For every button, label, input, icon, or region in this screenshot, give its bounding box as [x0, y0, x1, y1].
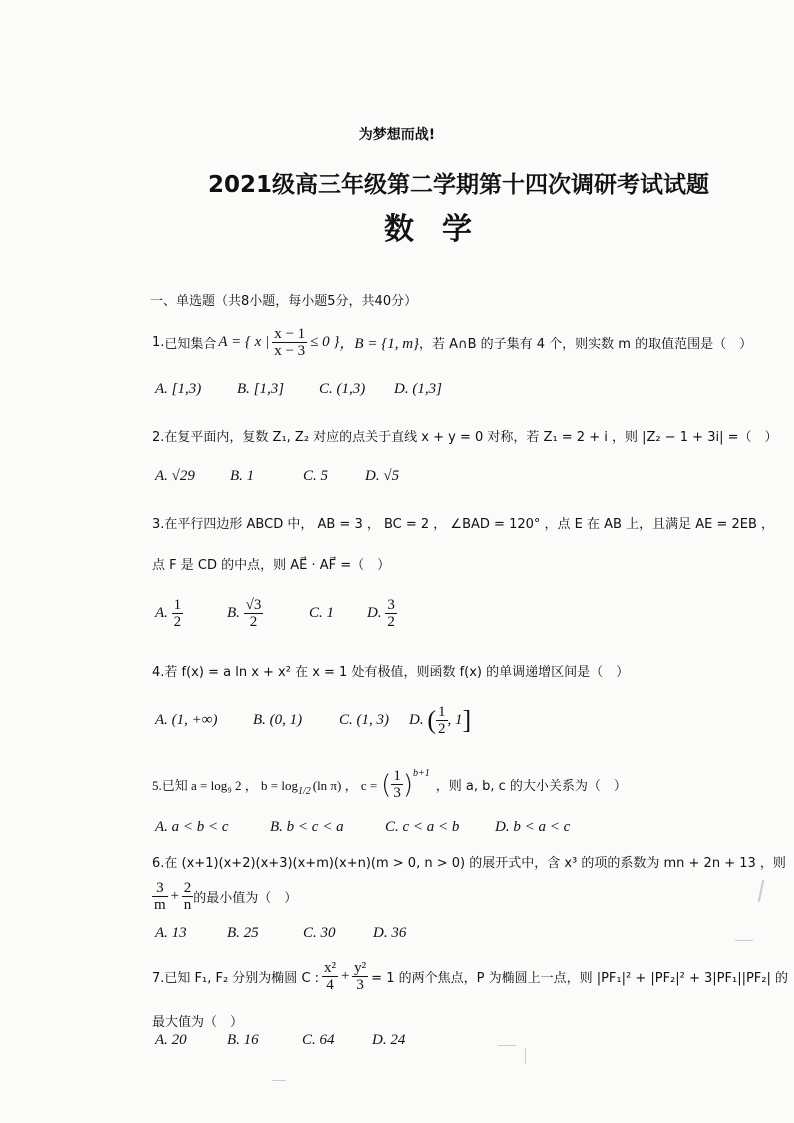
q1-option-a: A. [1,3) [155, 381, 202, 397]
q7-option-d: D. 24 [372, 1032, 406, 1048]
q6-f2-num: 2 [183, 880, 192, 896]
q6-f1-num: 3 [152, 880, 168, 897]
q7-text-post: = 1 的两个焦点，P 为椭圆上一点，则 |PF₁|² + |PF₂|² + 3|PF₁||PF₂| 的 [371, 971, 788, 986]
question-7 [152, 960, 788, 993]
q6-option-b: B. 25 [227, 925, 259, 941]
section-header: 一、单选题（共8小题，每小题5分，共40分） [150, 294, 418, 309]
q6-option-d: D. 36 [373, 925, 407, 941]
q1-frac-den: x − 3 [274, 343, 306, 359]
q6-f2-den: n [183, 897, 192, 913]
q4-d-close-bracket: ] [462, 705, 472, 735]
q6-option-a: A. 13 [155, 925, 187, 941]
q3-d-frac [385, 597, 397, 630]
q2-option-c: C. 5 [303, 468, 329, 484]
question-1 [152, 326, 752, 359]
q7-frac-2 [352, 960, 368, 993]
q4-d-den: 2 [438, 721, 446, 737]
q3-b-num: √3 [245, 597, 262, 613]
q5-text-post: ，则 a, b, c 的大小关系为（ ） [435, 779, 627, 794]
q5-close-paren: ) [402, 769, 413, 800]
q4-d-open-paren: ( [427, 705, 437, 735]
question-7-line-2: 最大值为（ ） [152, 1015, 244, 1030]
q5-log-base: 1/2 [297, 786, 311, 797]
q1-set-b: ，B = {1, m} [339, 336, 420, 352]
q1-set-a-pre: A = { x | [218, 334, 270, 350]
q3-option-d [367, 597, 397, 630]
q1-option-c: C. (1,3) [319, 381, 366, 397]
q1-options [155, 381, 442, 398]
q4-d-label: D. [409, 711, 424, 728]
q5-text-mid: (ln π) ， c = [312, 778, 378, 793]
q3-option-a [155, 597, 227, 630]
q1-number: 1. [152, 335, 165, 350]
question-5 [152, 768, 627, 801]
q1-fraction [272, 326, 307, 359]
q7-option-a: A. 20 [155, 1032, 187, 1048]
q5-option-b: B. b < c < a [270, 819, 344, 835]
q4-d-frac [436, 704, 448, 737]
q1-frac-num: x − 1 [274, 326, 306, 342]
q7-frac-1 [322, 960, 338, 993]
q7-option-b: B. 16 [227, 1032, 259, 1048]
q3-options [155, 597, 397, 630]
q7-f1-den: 4 [326, 977, 334, 993]
q5-exponent: b+1 [412, 768, 430, 779]
q5-frac [391, 768, 403, 801]
motto: 为梦想而战! [358, 127, 436, 143]
q5-options [155, 819, 570, 836]
q4-option-d [409, 704, 471, 737]
q3-option-b [227, 597, 309, 630]
question-3-line-1: 3.在平行四边形 ABCD 中， AB = 3 ， BC = 2 ， ∠BAD = 120° ，点 E 在 AB 上，且满足 AE = 2EB ， [152, 517, 775, 532]
scan-mark [735, 940, 753, 941]
scan-mark [758, 880, 765, 902]
q7-plus: + [340, 968, 351, 984]
q7-options [155, 1032, 405, 1049]
q5-frac-num: 1 [393, 768, 401, 784]
q6-options [155, 925, 406, 942]
q4-option-a: A. (1, +∞) [155, 712, 218, 728]
q3-a-frac [172, 597, 184, 630]
q7-option-c: C. 64 [302, 1032, 335, 1048]
q7-f1-num: x² [324, 960, 337, 976]
q5-frac-den: 3 [393, 785, 401, 801]
q3-a-label: A. [155, 604, 168, 621]
q3-a-den: 2 [173, 614, 182, 630]
q3-d-den: 2 [387, 614, 395, 630]
scan-mark [525, 1048, 526, 1064]
scan-mark [272, 1080, 286, 1081]
question-2: 2.在复平面内，复数 Z₁, Z₂ 对应的点关于直线 x + y = 0 对称，若 Z₁ = 2 + i ，则 |Z₂ − 1 + 3i| =（ ） [152, 430, 778, 445]
question-6-line-1: 6.在 (x+1)(x+2)(x+3)(x+m)(x+n)(m > 0, n > 0) 的展开式中，含 x³ 的项的系数为 mn + 2n + 13 ，则 [152, 856, 786, 871]
q6-option-c: C. 30 [303, 925, 336, 941]
q7-text-pre: 7.已知 F₁, F₂ 分别为椭圆 C : [152, 971, 320, 986]
q7-f2-num: y² [354, 960, 367, 976]
scan-mark [498, 1045, 516, 1046]
question-3-line-2: 点 F 是 CD 的中点，则 AE⃗ · AF⃗ =（ ） [152, 558, 391, 573]
q1-set-a-post: ≤ 0 } [310, 334, 340, 350]
q6-plus: + [169, 888, 180, 904]
q1-option-d: D. (1,3] [394, 381, 442, 397]
q5-open-paren: ( [381, 769, 392, 800]
q3-d-label: D. [367, 604, 382, 621]
q2-option-d: D. √5 [365, 468, 400, 484]
q3-a-num: 1 [173, 597, 182, 613]
q1-text-b: ，若 A∩B 的子集有 4 个，则实数 m 的取值范围是（ ） [419, 337, 753, 352]
q6-f1-den: m [154, 897, 166, 913]
q4-d-tail: , 1 [447, 711, 463, 728]
q3-option-c: C. 1 [309, 605, 335, 621]
q5-text-pre: 5.已知 a = log₉ 2 ， b = log [152, 778, 298, 793]
subject-title: 数学 [384, 212, 500, 247]
q1-text-a: 已知集合 [164, 337, 217, 352]
q4-d-num: 1 [438, 704, 446, 720]
q5-option-d: D. b < a < c [495, 819, 571, 835]
q7-f2-den: 3 [356, 977, 364, 993]
q5-option-c: C. c < a < b [385, 819, 460, 835]
q4-option-c: C. (1, 3) [339, 712, 389, 728]
q3-b-label: B. [227, 604, 240, 621]
q2-options [155, 468, 399, 485]
q2-option-b: B. 1 [230, 468, 255, 484]
q1-option-b: B. [1,3] [237, 381, 285, 397]
q6-frac-2 [182, 880, 194, 913]
question-6-line-2 [152, 880, 297, 913]
q6-frac-1 [152, 880, 168, 913]
q2-option-a: A. √29 [155, 468, 195, 484]
q3-b-frac [244, 597, 264, 630]
q4-option-b: B. (0, 1) [253, 712, 303, 728]
question-4: 4.若 f(x) = a ln x + x² 在 x = 1 处有极值，则函数 f(x) 的单调递增区间是（ ） [152, 665, 630, 680]
exam-title: 2021级高三年级第二学期第十四次调研考试试题 [208, 172, 710, 198]
q5-option-a: A. a < b < c [155, 819, 229, 835]
q6-line-2-tail: 的最小值为（ ） [193, 891, 298, 906]
q3-b-den: 2 [249, 614, 258, 630]
q3-d-num: 3 [387, 597, 395, 613]
q4-options [155, 704, 471, 737]
